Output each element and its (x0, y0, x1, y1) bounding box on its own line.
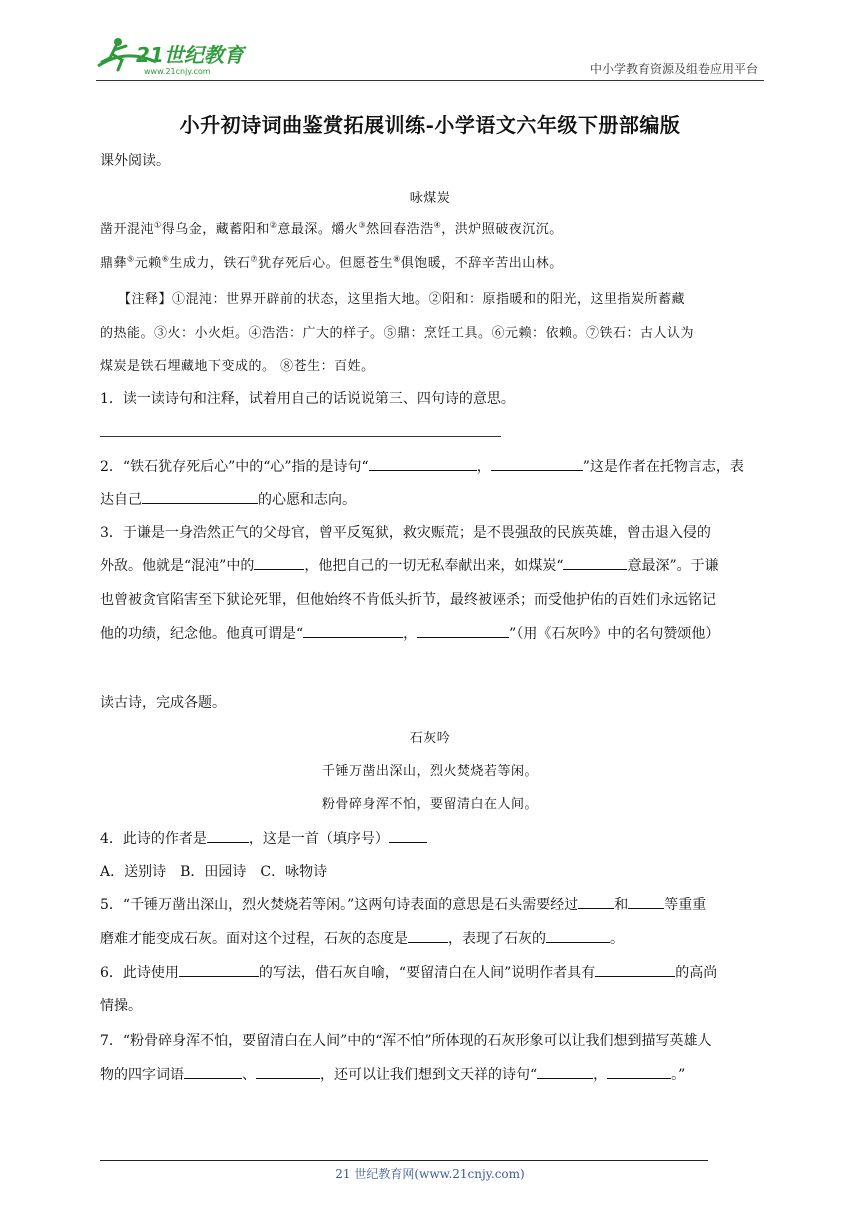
blank-q7-4[interactable] (607, 1064, 671, 1079)
question-5-line2 (100, 928, 624, 948)
q2-text: ”这是作者在托物言志，表 (582, 459, 744, 475)
blank-q6-2[interactable] (595, 962, 675, 977)
poem1-line1-part: 意最深。爝火 (277, 222, 359, 237)
q7-text: 。” (671, 1067, 686, 1083)
q4-text: ，这是一首（填序号） (248, 831, 389, 847)
footnote-mark: ② (269, 220, 278, 230)
footnote-mark: ⑦ (250, 254, 259, 264)
notes-line2: 的热能。③火：小火炬。④浩浩：广大的样子。⑤鼎：烹饪工具。⑥元赖：依赖。⑦铁石：古人认为 (100, 326, 695, 341)
platform-name: 中小学教育资源及组卷应用平台 (589, 62, 758, 76)
notes-line3: 煤炭是铁石埋藏地下变成的。 ⑧苍生：百姓。 (100, 359, 375, 374)
section1-intro: 课外阅读。 (100, 153, 170, 169)
q7-text: ，还可以让我们想到文天祥的诗句“ (320, 1067, 538, 1083)
q7-text: 、 (242, 1067, 256, 1083)
blank-q7-2[interactable] (256, 1064, 320, 1079)
question-7-line2 (100, 1064, 685, 1084)
q6-text: 的写法，借石灰自喻，“要留清白在人间”说明作者具有 (258, 965, 596, 981)
q3-text: 意最深”。于谦 (627, 558, 719, 574)
poem1-line2-part: 生成力，铁石 (169, 256, 251, 271)
blank-q3-2[interactable] (563, 555, 627, 570)
blank-q2-3[interactable] (142, 489, 258, 504)
blank-q2-1[interactable] (369, 456, 477, 471)
header-rule (96, 80, 764, 81)
poem1-line1-part: 然回春浩浩 (366, 222, 434, 237)
blank-q7-1[interactable] (184, 1064, 242, 1079)
footer-text: 21 世纪教育网(www.21cnjy.com) (335, 1167, 525, 1181)
blank-q5-4[interactable] (546, 928, 610, 943)
footnote-mark: ⑥ (161, 254, 170, 264)
q3-text: 他的功绩，纪念他。他真可谓是“ (100, 626, 304, 642)
q3-text: ”（用《石灰吟》中的名句赞颂他） (509, 626, 720, 642)
page-title: 小升初诗词曲鉴赏拓展训练-小学语文六年级下册部编版 (179, 113, 681, 137)
poem1-line2-part: 犹存死后心。但愿苍生 (258, 256, 394, 271)
logo-brand-text: 21世纪教育 (136, 43, 244, 67)
question-4 (100, 828, 427, 848)
blank-q4-1[interactable] (207, 828, 249, 843)
poem2-line2: 粉骨碎身浑不怕，要留清白在人间。 (321, 797, 538, 812)
question-3-line1: 3．于谦是一身浩然正气的父母官，曾平反冤狱，救灾赈荒；是不畏强敌的民族英雄，曾击退入侵的 (100, 525, 711, 541)
blank-q5-1[interactable] (578, 894, 614, 909)
poem1-line1 (100, 218, 563, 237)
question-3-line4 (100, 623, 719, 643)
q5-text: 。 (610, 931, 624, 947)
answer-line-q1[interactable] (100, 436, 501, 437)
q3-text: ， (403, 626, 418, 642)
question-7-line1: 7．“粉骨碎身浑不怕，要留清白在人间”中的“浑不怕”所体现的石灰形象可以让我们想到描写英雄人 (100, 1033, 712, 1049)
q5-text: 磨难才能变成石灰。面对这个过程，石灰的态度是 (100, 931, 408, 947)
q5-text: 和 (614, 897, 629, 913)
footnote-mark: ⑤ (127, 254, 135, 264)
blank-q3-4[interactable] (417, 623, 509, 638)
footer-rule (100, 1160, 708, 1161)
q5-text: ，表现了石灰的 (448, 931, 546, 947)
poem1-line1-part: 得乌金，藏蓄阳和 (161, 222, 270, 237)
q2-text: 2．“铁石犹存死后心”中的“心”指的是诗句“ (100, 459, 369, 475)
poem1-title: 咏煤炭 (409, 191, 451, 206)
q2-text: 达自己 (100, 492, 142, 508)
poem1-line2-part: 鼎彝 (100, 256, 128, 271)
blank-q5-2[interactable] (628, 894, 664, 909)
poem2-title: 石灰吟 (409, 731, 451, 746)
question-3-line3: 也曾被贪官陷害至下狱论死罪，但他始终不肯低头折节，最终被诬杀；而受他护佑的百姓们永远铭记 (100, 592, 716, 608)
logo-21cnjy (96, 32, 266, 78)
poem1-line2 (100, 252, 563, 271)
q2-text: ， (476, 459, 491, 475)
q3-text: ，他把自己的一切无私奉献出来，如煤炭“ (304, 558, 564, 574)
blank-q3-3[interactable] (303, 623, 403, 638)
poem1-line2-part: 俱饱暖，不辞辛苦出山林。 (400, 256, 563, 271)
q2-text: 的心愿和志向。 (258, 492, 356, 508)
section2-intro: 读古诗，完成各题。 (100, 695, 226, 711)
poem1-line1-part: ，洪炉照破夜沉沉。 (441, 222, 563, 237)
q3-text: 外敌。他就是“混沌”中的 (100, 558, 255, 574)
poem1-line1-part: 凿开混沌 (100, 222, 155, 237)
blank-q7-3[interactable] (537, 1064, 593, 1079)
footnote-mark: ③ (358, 220, 367, 230)
blank-q4-2[interactable] (389, 828, 427, 843)
page-header (96, 32, 764, 82)
q7-text: 物的四字词语 (100, 1067, 184, 1083)
poem1-line2-part: 元赖 (134, 256, 162, 271)
footnote-mark: ⑧ (393, 254, 401, 264)
notes-line1: 【注释】①混沌：世界开辟前的状态，这里指大地。②阳和：原指暖和的阳光，这里指炭所蓄藏 (118, 292, 686, 307)
blank-q6-1[interactable] (179, 962, 259, 977)
blank-q3-1[interactable] (254, 555, 304, 570)
blank-q5-3[interactable] (408, 928, 448, 943)
question-6-line1 (100, 962, 717, 982)
poem2-line1: 千锤万凿出深山，烈火焚烧若等闲。 (321, 764, 538, 779)
q4-text: 4．此诗的作者是 (100, 831, 207, 847)
logo-url-text: www.21cnjy.com (144, 67, 211, 76)
question-6-line2: 情操。 (100, 998, 142, 1014)
q5-text: 等重重 (664, 897, 707, 913)
q5-text: 5．“千锤万凿出深山，烈火焚烧若等闲。”这两句诗表面的意思是石头需要经过 (100, 897, 579, 913)
question-4-options: A．送别诗 B．田园诗 C．咏物诗 (100, 864, 328, 880)
footnote-mark: ④ (433, 220, 442, 230)
q6-text: 6．此诗使用 (100, 965, 179, 981)
q7-text: ， (593, 1067, 608, 1083)
question-2-line2 (100, 489, 356, 509)
question-1: 1．读一读诗句和注释，试着用自己的话说说第三、四句诗的意思。 (100, 391, 515, 407)
q6-text: 的高尚 (675, 965, 718, 981)
question-3-line2 (100, 555, 719, 575)
question-2-line1 (100, 456, 744, 476)
question-5-line1 (100, 894, 706, 914)
blank-q2-2[interactable] (491, 456, 583, 471)
footnote-mark: ① (154, 220, 162, 230)
